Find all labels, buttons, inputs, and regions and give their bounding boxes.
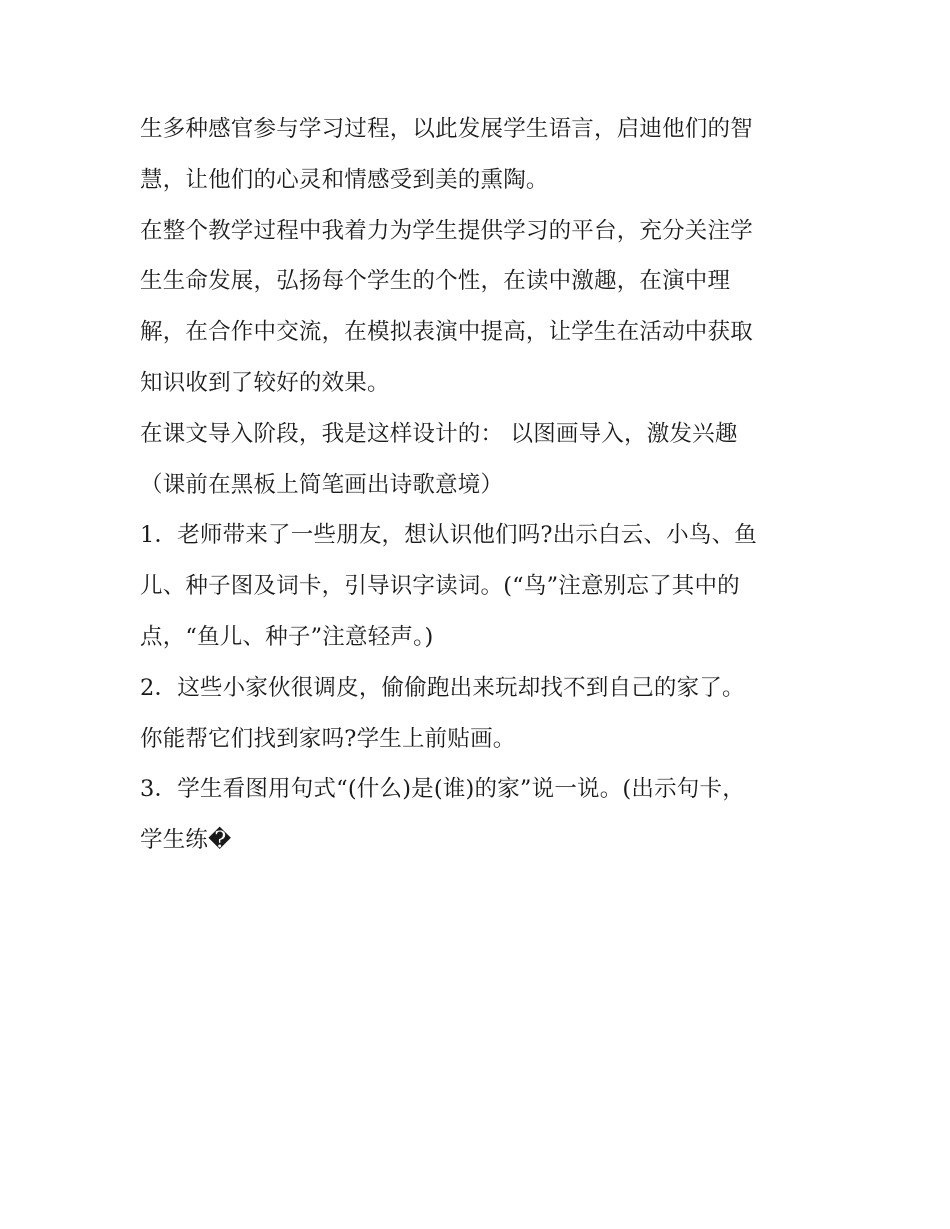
text-line: 生生命发展，弘扬每个学生的个性，在读中激趣，在演中理 bbox=[140, 268, 731, 295]
text-line: 学生练� bbox=[140, 827, 232, 854]
text-line: 儿、种子图及词卡，引导识字读词。(“鸟”注意别忘了其中的 bbox=[140, 573, 740, 600]
text-line: 知识收到了较好的效果。 bbox=[140, 369, 390, 396]
text-line: 你能帮它们找到家吗?学生上前贴画。 bbox=[140, 725, 516, 752]
text-line: （课前在黑板上简笔画出诗歌意境） bbox=[140, 471, 504, 498]
text-line: 解，在合作中交流，在模拟表演中提高，让学生在活动中获取 bbox=[140, 319, 753, 346]
text-line: 生多种感官参与学习过程，以此发展学生语言，启迪他们的智 bbox=[140, 116, 753, 142]
text-line: 1．老师带来了一些朋友，想认识他们吗?出示白云、小鸟、鱼 bbox=[140, 522, 757, 549]
text-line: 慧，让他们的心灵和情感受到美的熏陶。 bbox=[140, 166, 549, 193]
text-line: 2．这些小家伙很调皮，偷偷跑出来玩却找不到自己的家了。 bbox=[140, 674, 745, 701]
text-line: 点，“鱼儿、种子”注意轻声。) bbox=[140, 623, 434, 650]
text-line: 3．学生看图用句式“(什么)是(谁)的家”说一说。(出示句卡， bbox=[140, 776, 745, 803]
text-line: 在课文导入阶段，我是这样设计的： 以图画导入，激发兴趣 bbox=[140, 420, 738, 447]
document-body bbox=[140, 104, 820, 866]
text-line: 在整个教学过程中我着力为学生提供学习的平台，充分关注学 bbox=[140, 217, 753, 244]
